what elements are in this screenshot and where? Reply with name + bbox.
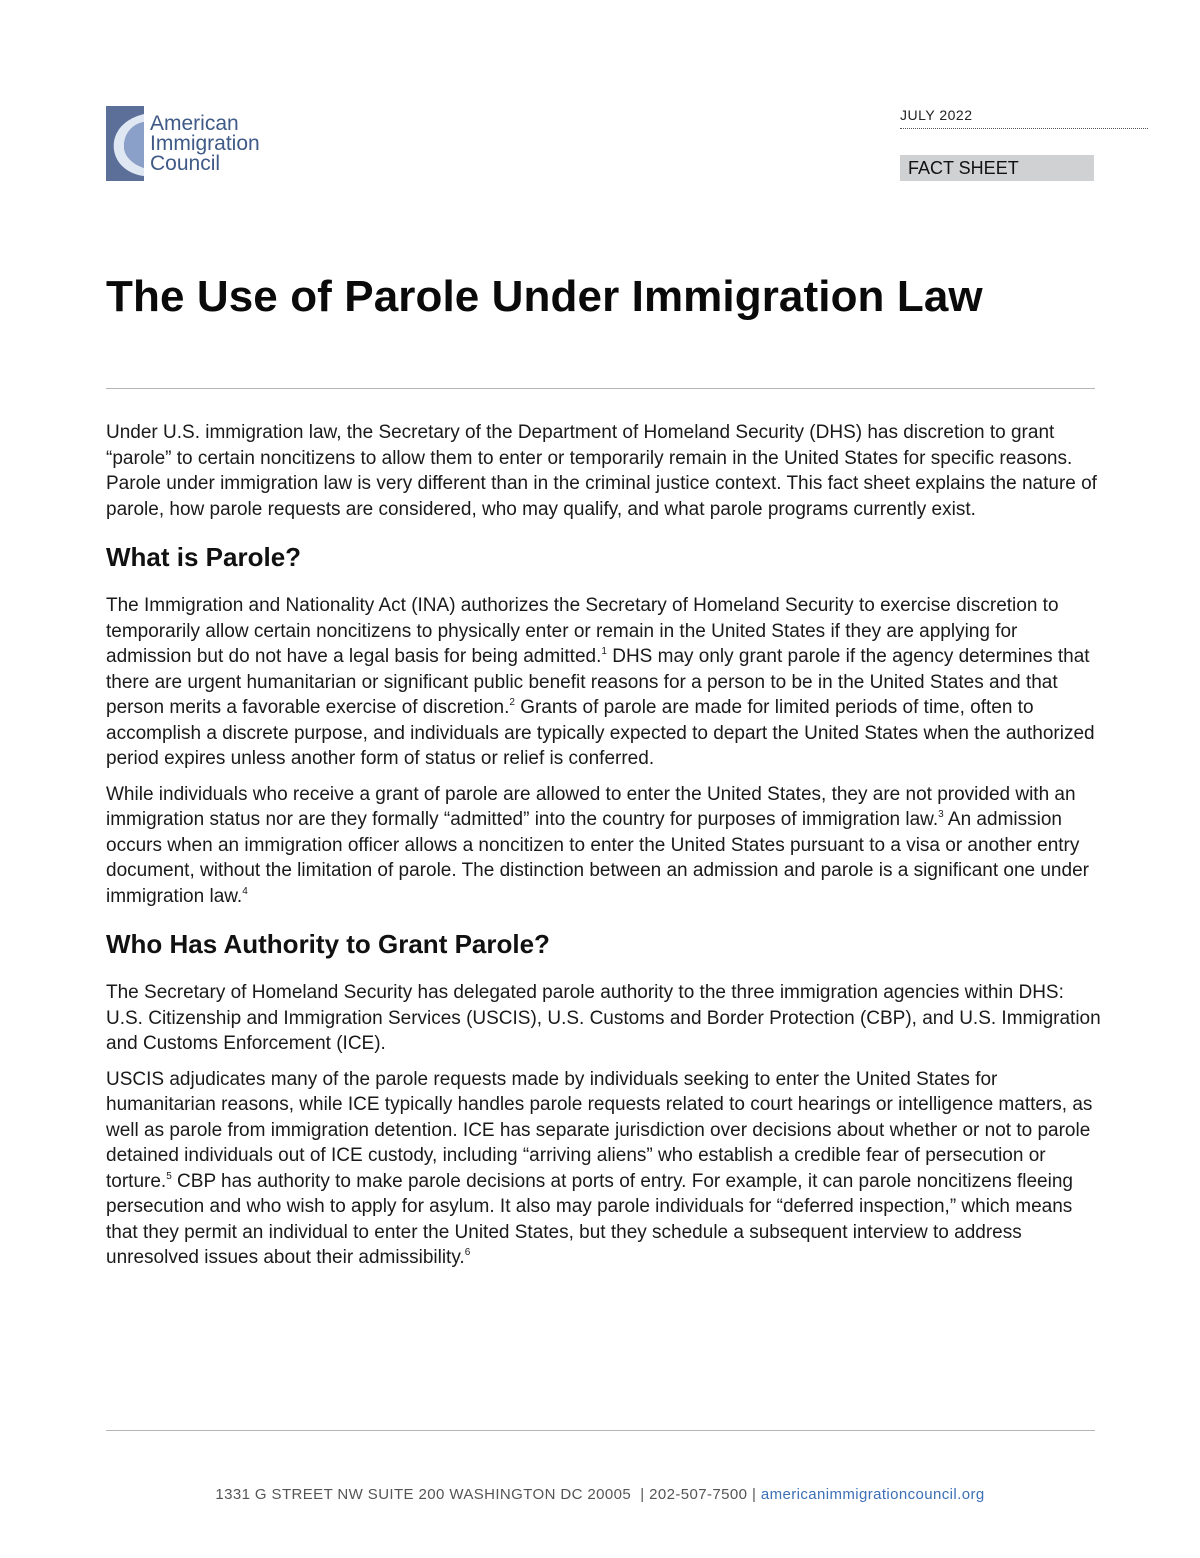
section1-paragraph-1: The Immigration and Nationality Act (INA) authorizes the Secretary of Homeland Security to exercise discretion to temporarily allow certain noncitizens to physically enter or remain in the United States if they are applying for admission but do not have a legal basis for being admitted.$^1$ DHS may only grant parole if the agency determines that there are urgent humanitarian or significant public benefit reasons for a person to be in the United States and that person merits a favorable exercise of discretion.$^2$ Grants of parole are made for limited periods of time, often to accomplish a discrete purpose, and individuals are typically expected to depart the United States when the authorized period expires unless another form of status or relief is conferred. — [106, 595, 1095, 769]
footer-divider — [106, 1430, 1095, 1431]
title-divider — [106, 388, 1095, 389]
section2-paragraph-2: USCIS adjudicates many of the parole requests made by individuals seeking to enter the United States for humanitarian reasons, while ICE typically handles parole requests related to court hearings or intelligence matters, as well as parole from immigration detention. ICE has separate jurisdiction over decisions about whether or not to parole detained individuals out of ICE custody, including “arriving aliens” who establish a credible fear of persecution or torture.$^5$ CBP has authority to make parole decisions at ports of entry. For example, it can parole noncitizens fleeing persecution and who wish to apply for asylum. It also may parole individuals for “deferred inspection,” which means that they permit an individual to enter the United States, but they schedule a subsequent interview to address unresolved issues about their admissibility.$^6$ — [106, 1068, 1093, 1268]
footnote-ref-3[interactable]: 3 — [938, 809, 944, 820]
logo-line-2: Immigration — [150, 132, 260, 155]
section1-paragraph-2: While individuals who receive a grant of parole are allowed to enter the United States, they are not provided with an immigration status nor are they formally “admitted” into the country for purposes of immigration law.$^3$ An admission occurs when an immigration officer allows a noncitizen to enter the United States pursuant to a visa or another entry document, without the limitation of parole. The distinction between an admission and parole is a significant one under immigration law.$^4$ — [106, 783, 1089, 907]
section-heading-authority: Who Has Authority to Grant Parole? — [106, 929, 550, 959]
footnote-ref-6[interactable]: 6 — [464, 1247, 471, 1258]
document-type-badge: FACT SHEET — [900, 155, 1094, 181]
footnote-ref-5[interactable]: 5 — [166, 1170, 172, 1182]
footer-address: 1331 G STREET NW SUITE 200 WASHINGTON DC 20005 — [215, 1486, 632, 1503]
footer-separator: | — [751, 1486, 761, 1503]
logo-line-1: American — [150, 112, 239, 135]
footer-phone: 202-507-7500 — [649, 1486, 748, 1503]
logo-text — [150, 114, 260, 174]
intro-paragraph: Under U.S. immigration law, the Secretary of the Department of Homeland Security (DHS) has discretion to grant “parole” to certain noncitizens to allow them to enter or temporarily remain in the United States for specific reasons. Parole under immigration law is very different than in the criminal justice context. This fact sheet explains the nature of parole, how parole requests are considered, who may qualify, and what parole programs currently exist. — [106, 422, 1097, 520]
page-title: The Use of Parole Under Immigration Law — [106, 272, 983, 321]
footnote-ref-1[interactable]: 1 — [601, 646, 607, 657]
footnote-ref-4[interactable]: 4 — [242, 885, 248, 897]
page-footer — [0, 1486, 1200, 1503]
logo-line-3: Council — [150, 152, 221, 175]
footer-separator: | — [635, 1486, 650, 1503]
section-heading-what-is-parole: What is Parole? — [106, 542, 302, 572]
footer-website-link[interactable]: americanimmigrationcouncil.org — [760, 1486, 985, 1503]
organization-logo — [106, 106, 276, 182]
section2-paragraph-1: The Secretary of Homeland Security has delegated parole authority to the three immigration agencies within DHS: U.S. Citizenship and Immigration Services (USCIS), U.S. Customs and Border Protection (CBP), and U.S. Immigration and Customs Enforcement (ICE). — [106, 982, 1101, 1054]
publication-date: JULY 2022 — [900, 107, 1148, 129]
footnote-ref-2[interactable]: 2 — [509, 697, 515, 708]
logo-emblem-icon — [106, 106, 144, 181]
document-body — [106, 420, 1102, 1281]
